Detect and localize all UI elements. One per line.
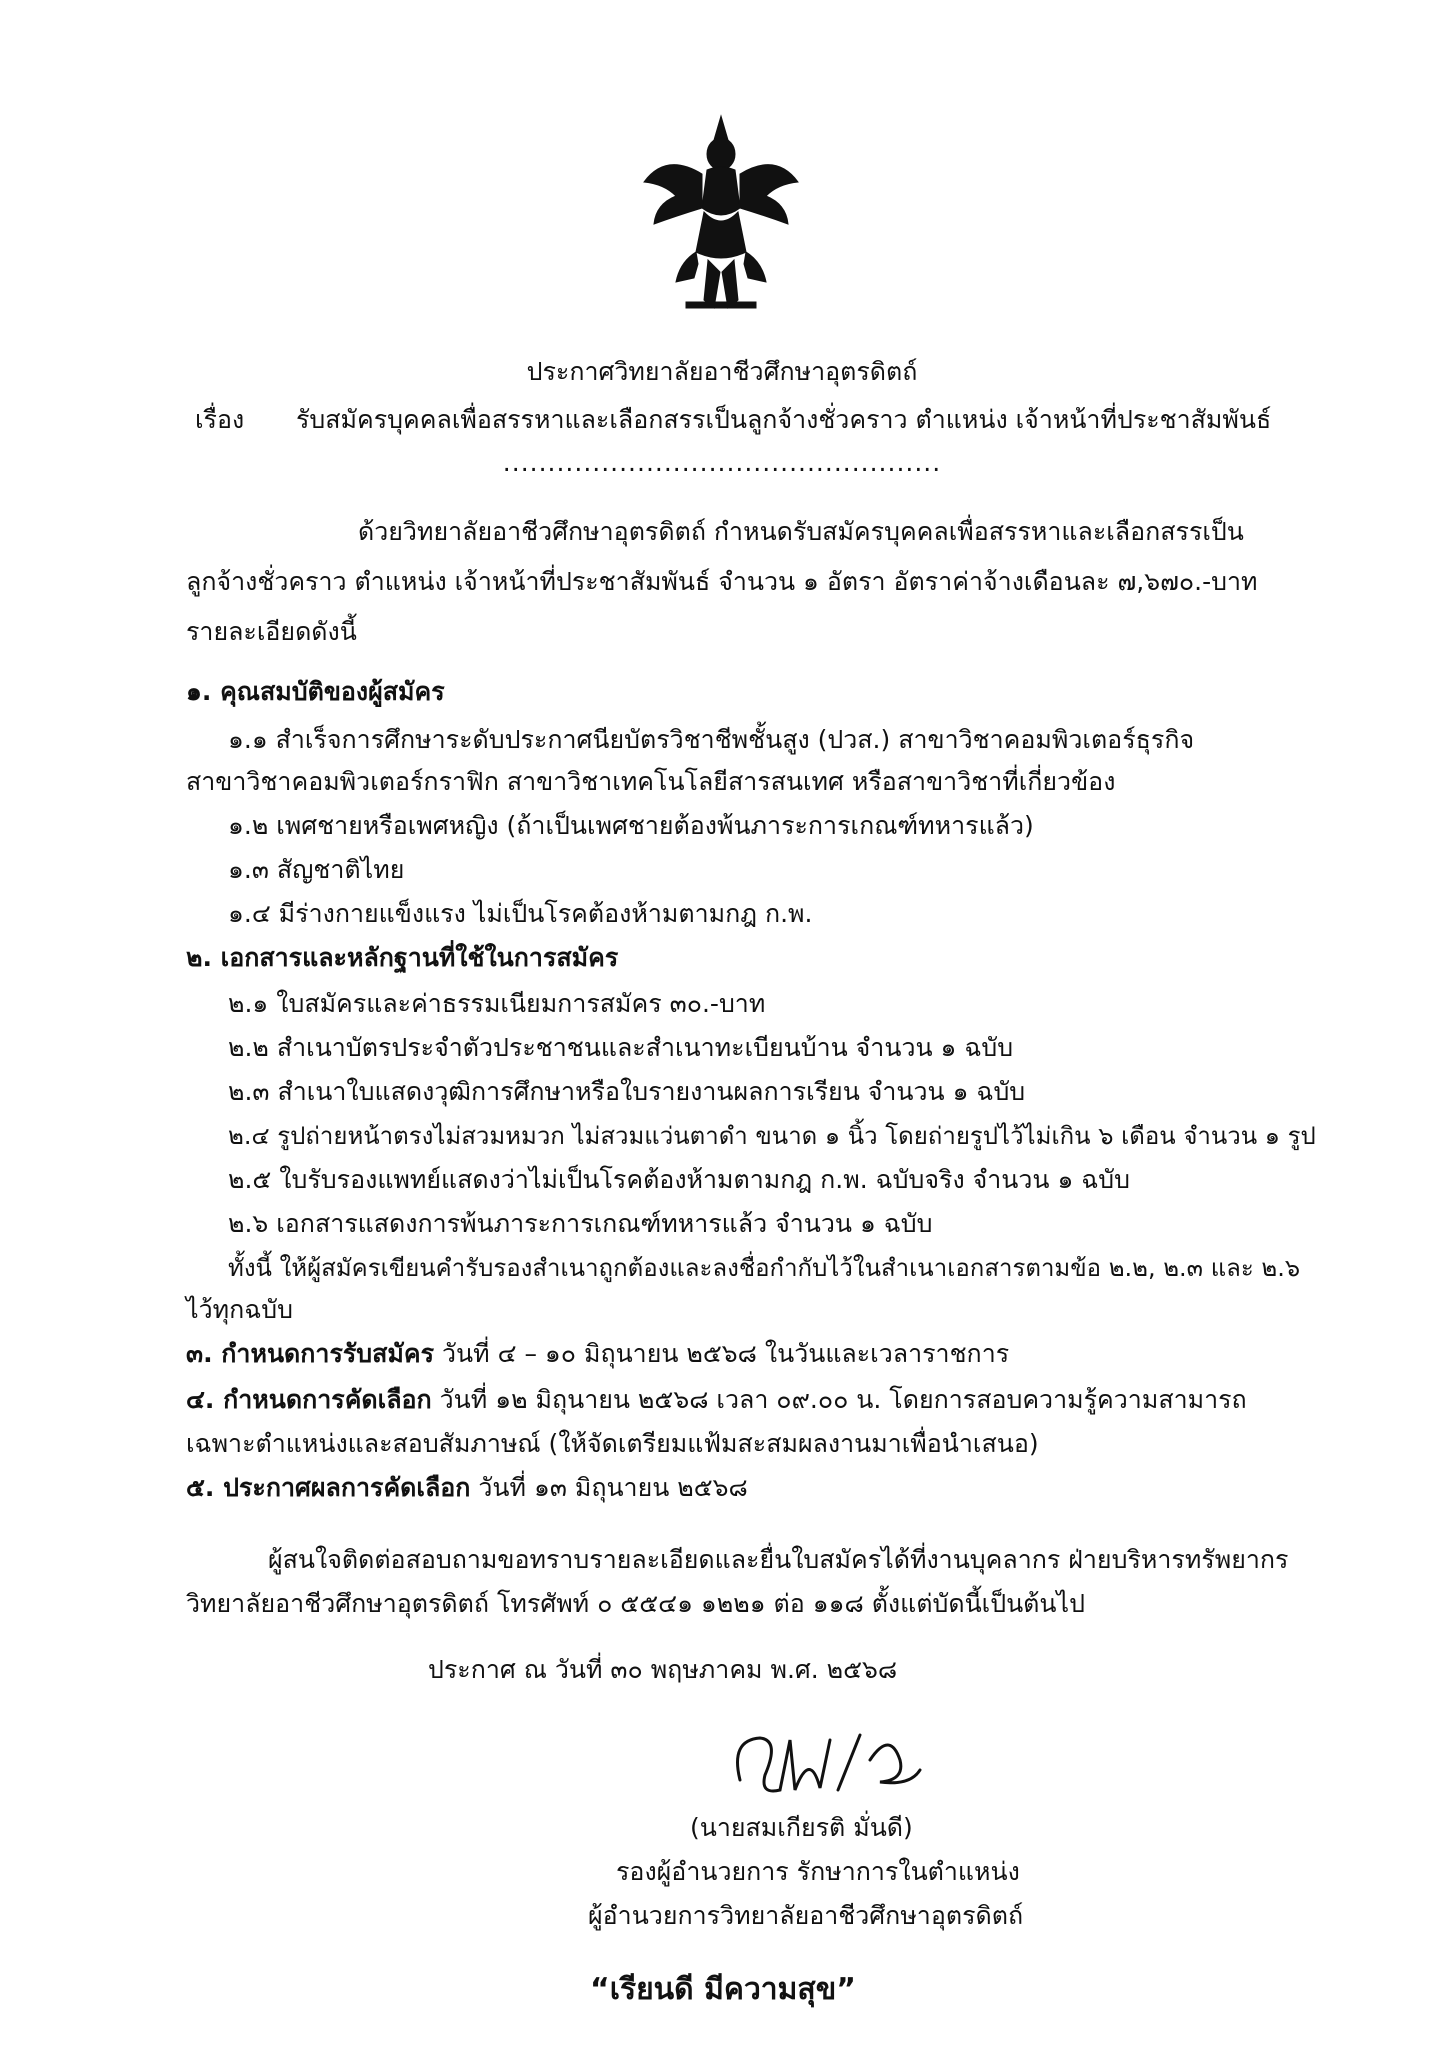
section-3-title: ๓. กำหนดการรับสมัคร [186,1339,435,1368]
section-5-title: ๕. ประกาศผลการคัดเลือก [186,1473,471,1502]
contact-line-2: วิทยาลัยอาชีวศึกษาอุตรดิตถ์ โทรศัพท์ ๐ ๕๕๔๑ ๑๒๒๑ ต่อ ๑๑๘ ตั้งแต่บัดนี้เป็นต้นไป [186,1589,1085,1618]
contact-line-1: ผู้สนใจติดต่อสอบถามขอทราบรายละเอียดและยื่นใบสมัครได้ที่งานบุคลากร ฝ่ายบริหารทรัพยากร [268,1545,1289,1574]
document-title: ประกาศวิทยาลัยอาชีวศึกษาอุตรดิตถ์ [526,357,918,386]
section-1-item-3: ๑.๓ สัญชาติไทย [228,855,405,884]
section-2-item-3: ๒.๓ สำเนาใบแสดงวุฒิการศึกษาหรือใบรายงานผลการเรียน จำนวน ๑ ฉบับ [228,1077,1026,1106]
section-4 [186,1380,1247,1420]
section-2-note-cont: ไว้ทุกฉบับ [186,1295,293,1324]
section-3 [186,1334,1009,1374]
section-1-item-2: ๑.๒ เพศชายหรือเพศหญิง (ถ้าเป็นเพศชายต้องพ้นภาระการเกณฑ์ทหารแล้ว) [228,811,1034,840]
section-3-text: วันที่ ๔ – ๑๐ มิถุนายน ๒๕๖๘ ในวันและเวลาราชการ [442,1339,1010,1368]
section-1-item-4: ๑.๔ มีร่างกายแข็งแรง ไม่เป็นโรคต้องห้ามตามกฎ ก.พ. [228,899,813,928]
intro-line-1: ด้วยวิทยาลัยอาชีวศึกษาอุตรดิตถ์ กำหนดรับสมัครบุคคลเพื่อสรรหาและเลือกสรรเป็น [358,517,1244,546]
section-4-title: ๔. กำหนดการคัดเลือก [186,1385,432,1414]
section-2-item-5: ๒.๕ ใบรับรองแพทย์แสดงว่าไม่เป็นโรคต้องห้ามตามกฎ ก.พ. ฉบับจริง จำนวน ๑ ฉบับ [228,1165,1131,1194]
signatory-position-1: รองผู้อำนวยการ รักษาการในตำแหน่ง [616,1857,1020,1886]
section-2-item-2: ๒.๒ สำเนาบัตรประจำตัวประชาชนและสำเนาทะเบียนบ้าน จำนวน ๑ ฉบับ [228,1033,1014,1062]
section-2-item-6: ๒.๖ เอกสารแสดงการพ้นภาระการเกณฑ์ทหารแล้ว จำนวน ๑ ฉบับ [228,1209,933,1238]
section-5 [186,1468,748,1508]
signatory-position-2: ผู้อำนวยการวิทยาลัยอาชีวศึกษาอุตรดิตถ์ [588,1901,1024,1930]
garuda-emblem-icon [636,112,806,312]
motto: “เรียนดี มีความสุข” [590,1972,856,2007]
section-1-title: ๑. คุณสมบัติของผู้สมัคร [186,677,445,706]
signatory-name: (นายสมเกียรติ มั่นดี) [690,1813,913,1842]
section-1-item-1-cont: สาขาวิชาคอมพิวเตอร์กราฟิก สาขาวิชาเทคโนโลยีสารสนเทศ หรือสาขาวิชาที่เกี่ยวข้อง [186,767,1116,796]
title-separator: ................................................. [502,448,942,477]
section-2-item-1: ๒.๑ ใบสมัครและค่าธรรมเนียมการสมัคร ๓๐.-บาท [228,989,766,1018]
intro-line-2: ลูกจ้างชั่วคราว ตำแหน่ง เจ้าหน้าที่ประชาสัมพันธ์ จำนวน ๑ อัตรา อัตราค่าจ้างเดือนละ ๗,๖๗๐.-บาท [186,567,1258,596]
section-5-text: วันที่ ๑๓ มิถุนายน ๒๕๖๘ [478,1473,748,1502]
handwritten-signature [720,1720,930,1810]
subject-label: เรื่อง [195,405,245,434]
section-2-title: ๒. เอกสารและหลักฐานที่ใช้ในการสมัคร [186,943,619,972]
announce-date: ประกาศ ณ วันที่ ๓๐ พฤษภาคม พ.ศ. ๒๕๖๘ [428,1655,898,1684]
section-4-text: วันที่ ๑๒ มิถุนายน ๒๕๖๘ เวลา ๐๙.๐๐ น. โดยการสอบความรู้ความสามารถ [439,1385,1247,1414]
section-4-cont: เฉพาะตำแหน่งและสอบสัมภาษณ์ (ให้จัดเตรียมแฟ้มสะสมผลงานมาเพื่อนำเสนอ) [186,1429,1039,1458]
section-1-item-1: ๑.๑ สำเร็จการศึกษาระดับประกาศนียบัตรวิชาชีพชั้นสูง (ปวส.) สาขาวิชาคอมพิวเตอร์ธุรกิจ [228,725,1195,754]
intro-line-3: รายละเอียดดังนี้ [186,617,357,646]
section-2-item-4: ๒.๔ รูปถ่ายหน้าตรงไม่สวมหมวก ไม่สวมแว่นตาดำ ขนาด ๑ นิ้ว โดยถ่ายรูปไว้ไม่เกิน ๖ เดือน จำนวน ๑ รูป [228,1122,1316,1150]
section-2-note: ทั้งนี้ ให้ผู้สมัครเขียนคำรับรองสำเนาถูกต้องและลงชื่อกำกับไว้ในสำเนาเอกสารตามข้อ ๒.๒, ๒.๓ และ ๒.๖ [228,1254,1301,1282]
subject-text: รับสมัครบุคคลเพื่อสรรหาและเลือกสรรเป็นลูกจ้างชั่วคราว ตำแหน่ง เจ้าหน้าที่ประชาสัมพันธ์ [296,405,1272,434]
